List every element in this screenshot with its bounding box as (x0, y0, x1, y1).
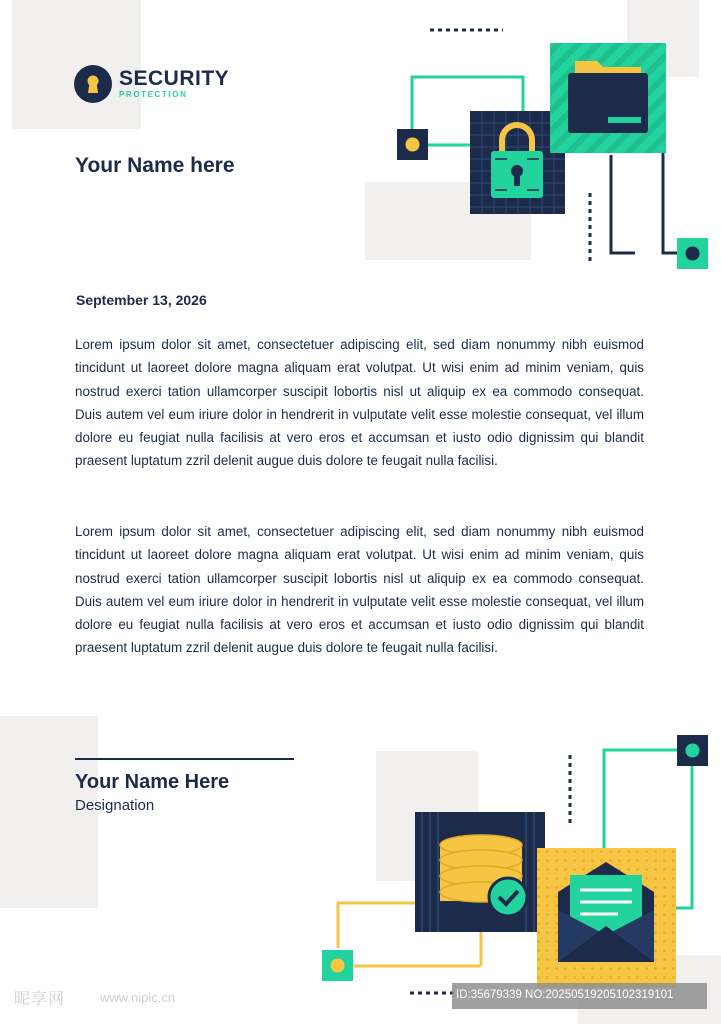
keyhole-icon (74, 65, 112, 103)
folder-icon (568, 61, 648, 133)
letter-date: September 13, 2026 (76, 292, 207, 308)
logo-title: SECURITY (119, 67, 230, 90)
security-illustration-bottom (318, 730, 718, 1000)
signature-designation: Designation (75, 797, 155, 814)
watermark-brand: 昵享网 (14, 991, 66, 1008)
letter-paragraph-2: Lorem ipsum dolor sit amet, consectetuer adipiscing elit, sed diam nonummy nibh euismod tincidunt ut laoreet dolore magna aliquam erat volutpat. Ut wisi enim ad minim veniam, quis nostrud exerci tation ullamcorper suscipit lobortis nisl ut aliquip ex ea commodo consequat. Duis autem vel eum iriure dolor in hendrerit in vulputate velit esse molestie consequat, vel illum dolore eu feugiat nulla facilisis at vero eros et accumsan et iusto odio dignissim qui blandit praesent luptatum zzril delenit augue duis dolore te feugait nulla facilisi. (75, 524, 644, 656)
letter-paragraph-1: Lorem ipsum dolor sit amet, consectetuer adipiscing elit, sed diam nonummy nibh euismod tincidunt ut laoreet dolore magna aliquam erat volutpat. Ut wisi enim ad minim veniam, quis nostrud exerci tation ullamcorper suscipit lobortis nisl ut aliquip ex ea commodo consequat. Duis autem vel eum iriure dolor in hendrerit in vulputate velit esse molestie consequat, vel illum dolore eu feugiat nulla facilisis at vero eros et accumsan et iusto odio dignissim qui blandit praesent luptatum zzril delenit augue duis dolore te feugait nulla facilisi. (75, 337, 644, 469)
header-name: Your Name here (75, 154, 235, 177)
signature-line (75, 758, 294, 760)
signature-name: Your Name Here (75, 771, 230, 793)
envelope-icon (558, 862, 654, 962)
watermark-url: www.nipic.cn (100, 990, 176, 1005)
check-icon (489, 878, 527, 916)
watermark-id-text: ID:35679339 NO:20250519205102319101 (456, 989, 674, 1001)
logo-subtitle: PROTECTION (119, 90, 188, 99)
logo-badge (74, 65, 112, 103)
security-illustration-top (395, 25, 715, 275)
